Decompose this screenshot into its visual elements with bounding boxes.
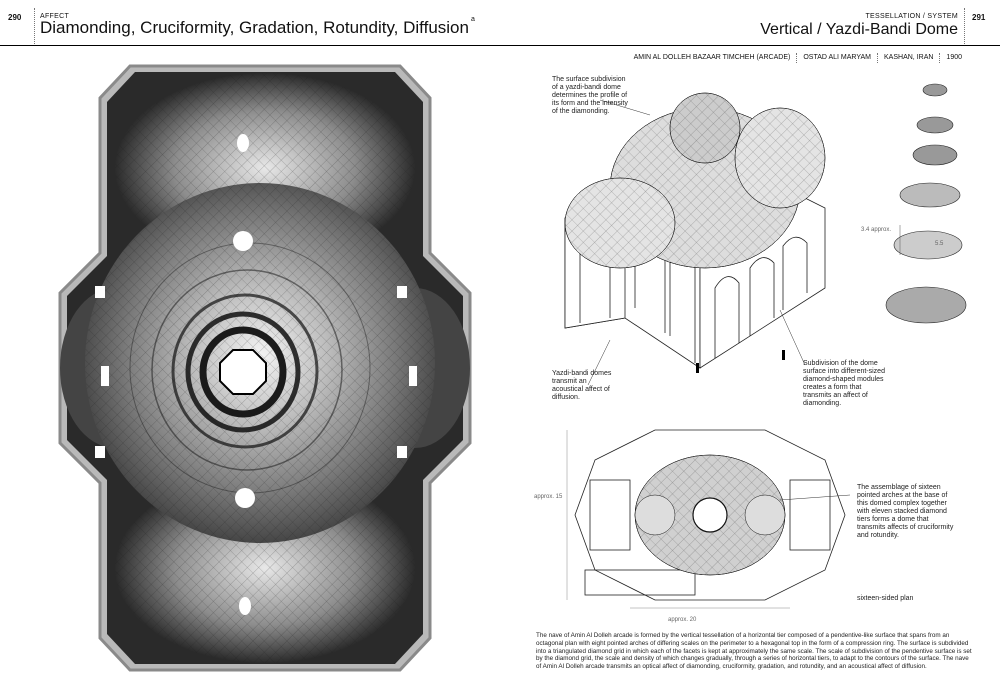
header-rule bbox=[0, 45, 1000, 46]
dimension-plan-width: approx. 20 bbox=[668, 617, 697, 623]
header-divider-left bbox=[34, 8, 35, 44]
meta-architect: OSTAD ALI MARYAM bbox=[796, 53, 877, 63]
floor-plan-drawing bbox=[565, 420, 855, 610]
page-title-left-text: Diamonding, Cruciformity, Gradation, Rotundity, Diffusion bbox=[40, 18, 469, 37]
annotation-diamonding: Subdivision of the dome surface into different-sized diamond-shaped modules creates a form that transmits an affect of diamonding. bbox=[803, 360, 885, 407]
page-number-right: 291 bbox=[972, 13, 986, 22]
dimension-plan-height: approx. 15 bbox=[534, 494, 563, 500]
annotation-assemblage: The assemblage of sixteen pointed arches at the base of this domed complex together with eleven stacked diamond tiers forms a dome that transmits affects of cruciformity and rotundity. bbox=[857, 484, 954, 539]
dimension-tier-height: 3.4 approx. bbox=[861, 227, 892, 233]
section-kicker-left: AFFECT bbox=[40, 13, 70, 20]
meta-location: KASHAN, IRAN bbox=[877, 53, 939, 63]
header-divider-right bbox=[964, 8, 965, 44]
meta-year: 1900 bbox=[939, 53, 968, 63]
plan-label: sixteen-sided plan bbox=[857, 595, 914, 602]
page-number-left: 290 bbox=[8, 13, 22, 22]
meta-building: AMIN AL DOLLEH BAZAAR TIMCHEH (ARCADE) bbox=[633, 54, 791, 61]
axonometric-drawing bbox=[555, 78, 835, 378]
title-superscript: a bbox=[470, 16, 475, 23]
dimension-tier-width: 5.5 bbox=[935, 241, 944, 247]
body-caption: The nave of Amin Al Dolleh arcade is formed by the vertical tessellation of a horizontal tier composed of a pendentive-like surface that spans from an octagonal plan with eight pointed arches of differing scales on the perimeter to a hexagonal top in the form of a compression ring. The surface is subdivided into a triangulated diamond grid in which each of the facets is kept at approximately the same scale. The scale of subdivision of the pendentive surface is set by the diamond grid, the scale and density of which changes gradually, through a series of horizontal tiers, to adapt to the contours of the surface. The nave of Amin Al Dolleh arcade transmits an optical affect of diamonding, cruciformity, gradation, and rotundity, and an acoustical affect of diffusion. bbox=[536, 632, 972, 671]
annotation-subdivision: The surface subdivision of a yazdi-bandi dome determines the profile of its form and the intensity of the diamonding. bbox=[552, 76, 628, 115]
project-meta bbox=[628, 53, 968, 63]
dome-ceiling-photo bbox=[55, 58, 475, 678]
section-kicker-right: TESSELLATION / SYSTEM bbox=[865, 13, 958, 20]
annotation-diffusion: Yazdi-bandi domes transmit an acoustical affect of diffusion. bbox=[552, 370, 612, 401]
page-title-right: Vertical / Yazdi-Bandi Dome bbox=[760, 21, 958, 38]
tier-stack-drawing bbox=[880, 75, 975, 335]
page-title-left bbox=[40, 18, 475, 38]
